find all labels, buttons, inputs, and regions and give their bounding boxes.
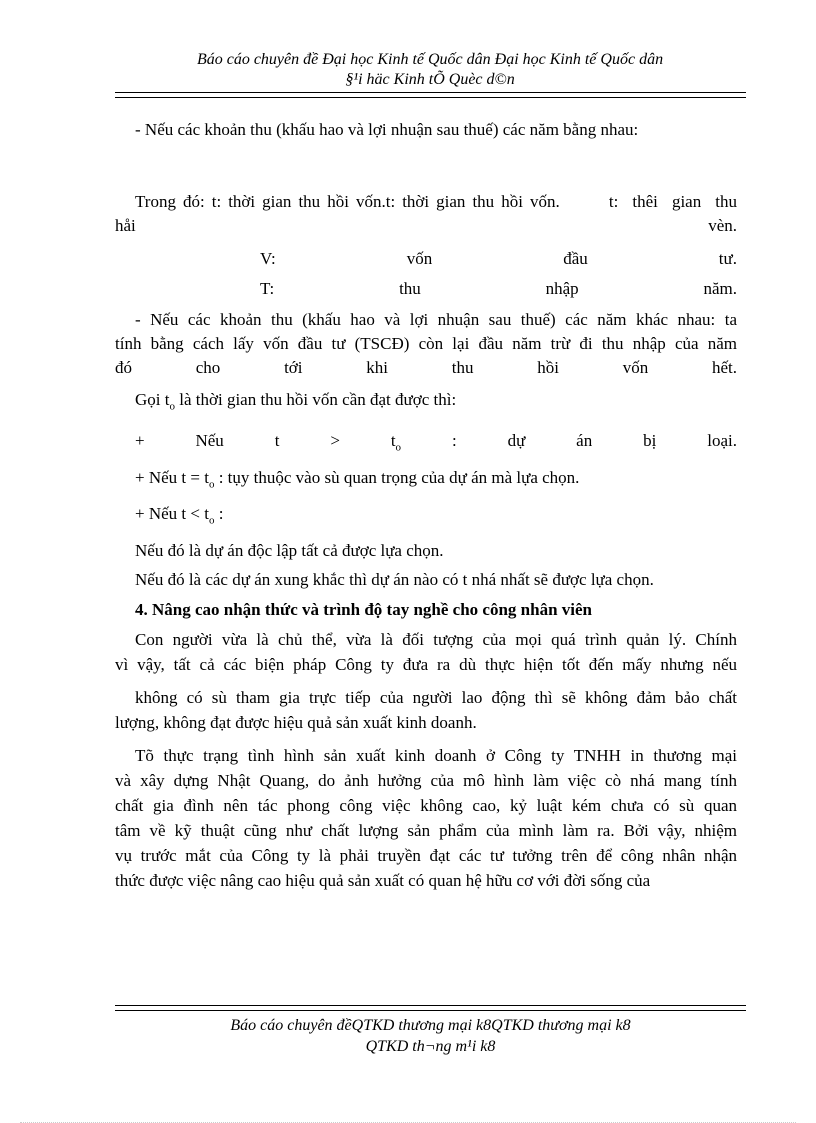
condition-1: + Nếu t > $t_o$ : dự án bị loại. — [135, 431, 737, 454]
section-heading: 4. Nâng cao nhận thức và trình độ tay nghề cho công nhân viên — [135, 599, 592, 619]
paragraph-4: Gọi $t_o$ là thời gian thu hồi vốn cần đạt được thì: — [135, 390, 457, 413]
paragraph-5-line-2: vì vậy, tất cả các biện pháp Công ty đưa ra dù thực hiện tốt đến mấy nhưng nếu — [115, 654, 737, 674]
paragraph-2-line-2: håi vèn. — [115, 216, 737, 235]
footer-rule — [115, 1005, 746, 1011]
paragraph-1: - Nếu các khoản thu (khấu hao và lợi nhuận sau thuế) các năm bằng nhau: — [135, 120, 639, 139]
paragraph-7-line-6: thức được việc nâng cao hiệu quả sản xuất có quan hệ hữu cơ với đời sống của — [115, 870, 651, 890]
paragraph-3-line-3: đó cho tới khi thu hồi vốn hết. — [115, 358, 737, 377]
paragraph-7-line-1: Tõ thực trạng tình hình sản xuất kinh doanh ở Công ty TNHH in thương mại — [135, 745, 737, 765]
condition-4: Nếu đó là dự án độc lập tất cả được lựa chọn. — [135, 540, 444, 560]
definition-v: V: vốn đầu tư. — [260, 249, 737, 268]
header-line-2: §¹i häc Kinh tÕ Quèc d©n — [345, 71, 515, 88]
paragraph-7-line-5: vụ trước mắt của Công ty là phải truyền đạt các tư tưởng trên để công nhân nhận — [115, 845, 737, 865]
footer-line-1: Báo cáo chuyên đềQTKD thương mại k8QTKD thương mại k8 — [230, 1017, 631, 1034]
paragraph-6-line-2: lượng, không đạt được hiệu quả sản xuất kinh doanh. — [115, 712, 477, 732]
paragraph-7-line-4: tâm về kỹ thuật cũng như chất lượng sản phẩm của mình làm ra. Bởi vậy, nhiệm — [115, 820, 737, 840]
page-footer — [115, 1015, 746, 1057]
condition-5: Nếu đó là các dự án xung khắc thì dự án nào có t nhá nhất sẽ được lựa chọn. — [135, 569, 654, 589]
paragraph-6-line-1: không có sù tham gia trực tiếp của người lao động thì sẽ không đảm bảo chất — [135, 687, 737, 707]
page-header — [115, 50, 745, 90]
paragraph-5-line-1: Con người vừa là chủ thể, vừa là đối tượng của mọi quá trình quản lý. Chính — [135, 629, 737, 649]
header-rule — [115, 92, 746, 98]
condition-2: + Nếu $t = t_o$ : tụy thuộc vào sù quan trọng của dự án mà lựa chọn. — [135, 467, 580, 491]
footer-line-2: QTKD th¬ng m¹i k8 — [365, 1038, 496, 1055]
definition-t: T: thu nhập năm. — [260, 279, 737, 298]
paragraph-7-line-2: và xây dựng Nhật Quang, do ảnh hưởng của mô hình làm việc cò nhá mang tính — [115, 770, 737, 790]
paragraph-3-line-1: - Nếu các khoản thu (khấu hao và lợi nhuận sau thuế) các năm khác nhau: ta — [135, 310, 737, 329]
paragraph-3-line-2: tính bằng cách lấy vốn đầu tư (TSCĐ) còn lại đầu năm trừ đi thu nhập của năm — [115, 334, 737, 353]
paragraph-2-line-1: Trong đó: t: thời gian thu hồi vốn.t: thời gian thu hồi vốn. t: thêi gian thu — [135, 192, 737, 211]
condition-3: + Nếu $t < t_o$ : — [135, 504, 224, 527]
header-line-1: Báo cáo chuyên đề Đại học Kinh tế Quốc dân Đại học Kinh tế Quốc dân — [196, 51, 664, 68]
paragraph-7-line-3: chất gia đình nên tác phong công việc không cao, kỷ luật kém chưa có sù quan — [115, 795, 737, 815]
document-body — [115, 118, 737, 893]
